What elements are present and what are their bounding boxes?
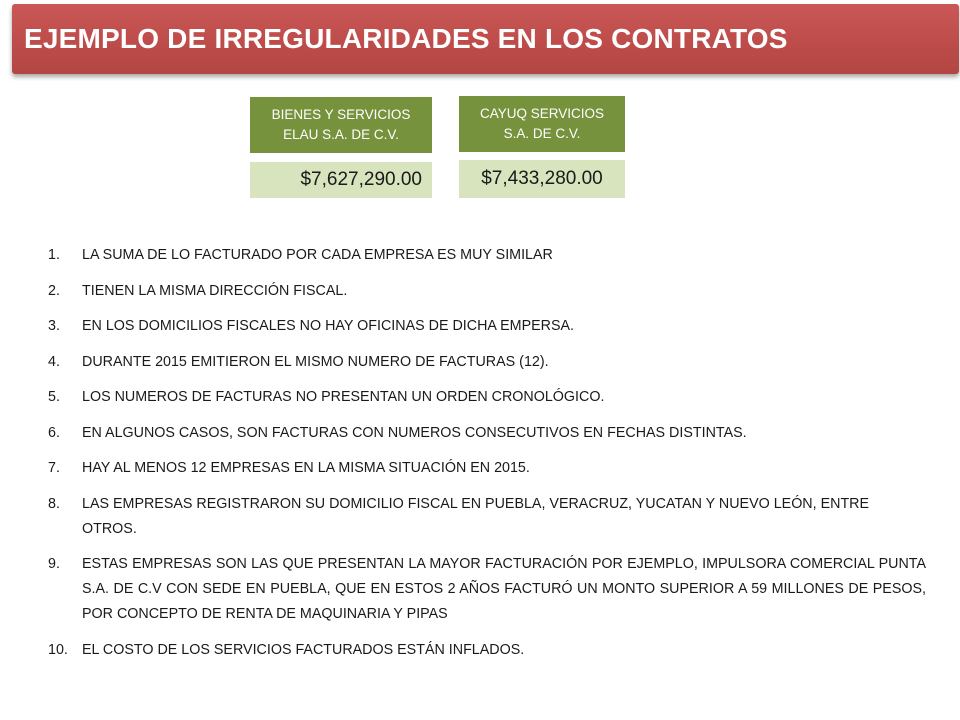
list-item: [48, 492, 926, 542]
company-box-cayuq: [459, 96, 625, 152]
company-name-line2: ELAU S.A. DE C.V.: [283, 127, 399, 142]
list-item-number: 9.: [48, 556, 60, 572]
list-item-text: TIENEN LA MISMA DIRECCIÓN FISCAL.: [82, 282, 348, 299]
company-name-line2: S.A. DE C.V.: [503, 126, 581, 141]
list-item-number: 6.: [48, 424, 60, 441]
list-item-number: 3.: [48, 318, 60, 334]
list-item-number: 8.: [48, 495, 60, 512]
list-item-number: 10.: [48, 641, 68, 658]
list-item: [48, 421, 926, 446]
list-item: [48, 456, 926, 481]
list-item-text: LOS NUMEROS DE FACTURAS NO PRESENTAN UN ORDEN CRONOLÓGICO.: [82, 389, 605, 405]
list-item: [48, 279, 926, 304]
list-item-text: DURANTE 2015 EMITIERON EL MISMO NUMERO DE FACTURAS (12).: [82, 353, 549, 370]
list-item-text: EL COSTO DE LOS SERVICIOS FACTURADOS ESTÁN INFLADOS.: [82, 641, 525, 658]
amount-box-elau: [250, 162, 432, 198]
amount-box-cayuq: [459, 160, 625, 198]
list-item-number: 7.: [48, 460, 60, 476]
company-name-line1: CAYUQ SERVICIOS: [479, 106, 605, 121]
list-item-text: HAY AL MENOS 12 EMPRESAS EN LA MISMA SITUACIÓN EN 2015.: [82, 460, 530, 476]
list-item-number: 5.: [48, 389, 60, 405]
list-item-text: ESTAS EMPRESAS SON LAS QUE PRESENTAN LA MAYOR FACTURACIÓN POR EJEMPLO, IMPULSORA COMERCIAL PUNTA S.A. DE C.V CON SEDE EN PUEBLA, QUE EN ESTOS 2 AÑOS FACTURÓ UN MONTO SUPERIOR A 59 MILLONES DE PESOS, POR CONCEPTO DE RENTA DE MAQUINARIA Y PIPAS: [82, 556, 926, 622]
list-item-number: 1.: [48, 247, 60, 263]
list-item: [48, 243, 926, 268]
list-item: [48, 350, 926, 375]
list-item-number: 4.: [48, 353, 60, 370]
amount-value: $7,627,290.00: [300, 169, 422, 190]
list-item-text: LAS EMPRESAS REGISTRARON SU DOMICILIO FISCAL EN PUEBLA, VERACRUZ, YUCATAN Y NUEVO LEÓN, ENTRE OTROS.: [82, 495, 870, 537]
list-item: [48, 314, 926, 339]
irregularities-list: [48, 243, 926, 673]
company-name-line1: BIENES Y SERVICIOS: [271, 107, 411, 122]
slide-title: EJEMPLO DE IRREGULARIDADES EN LOS CONTRATOS: [24, 23, 788, 54]
list-item-number: 2.: [48, 282, 60, 299]
list-item-text: EN ALGUNOS CASOS, SON FACTURAS CON NUMEROS CONSECUTIVOS EN FECHAS DISTINTAS.: [82, 424, 747, 441]
title-banner: [12, 4, 959, 74]
list-item-text: LA SUMA DE LO FACTURADO POR CADA EMPRESA ES MUY SIMILAR: [82, 247, 553, 263]
list-item: [48, 385, 926, 410]
list-item: [48, 638, 926, 663]
list-item-text: EN LOS DOMICILIOS FISCALES NO HAY OFICINAS DE DICHA EMPERSA.: [82, 318, 575, 334]
amount-value: $7,433,280.00: [481, 168, 603, 189]
company-box-elau: [250, 97, 432, 153]
list-item: [48, 552, 926, 627]
